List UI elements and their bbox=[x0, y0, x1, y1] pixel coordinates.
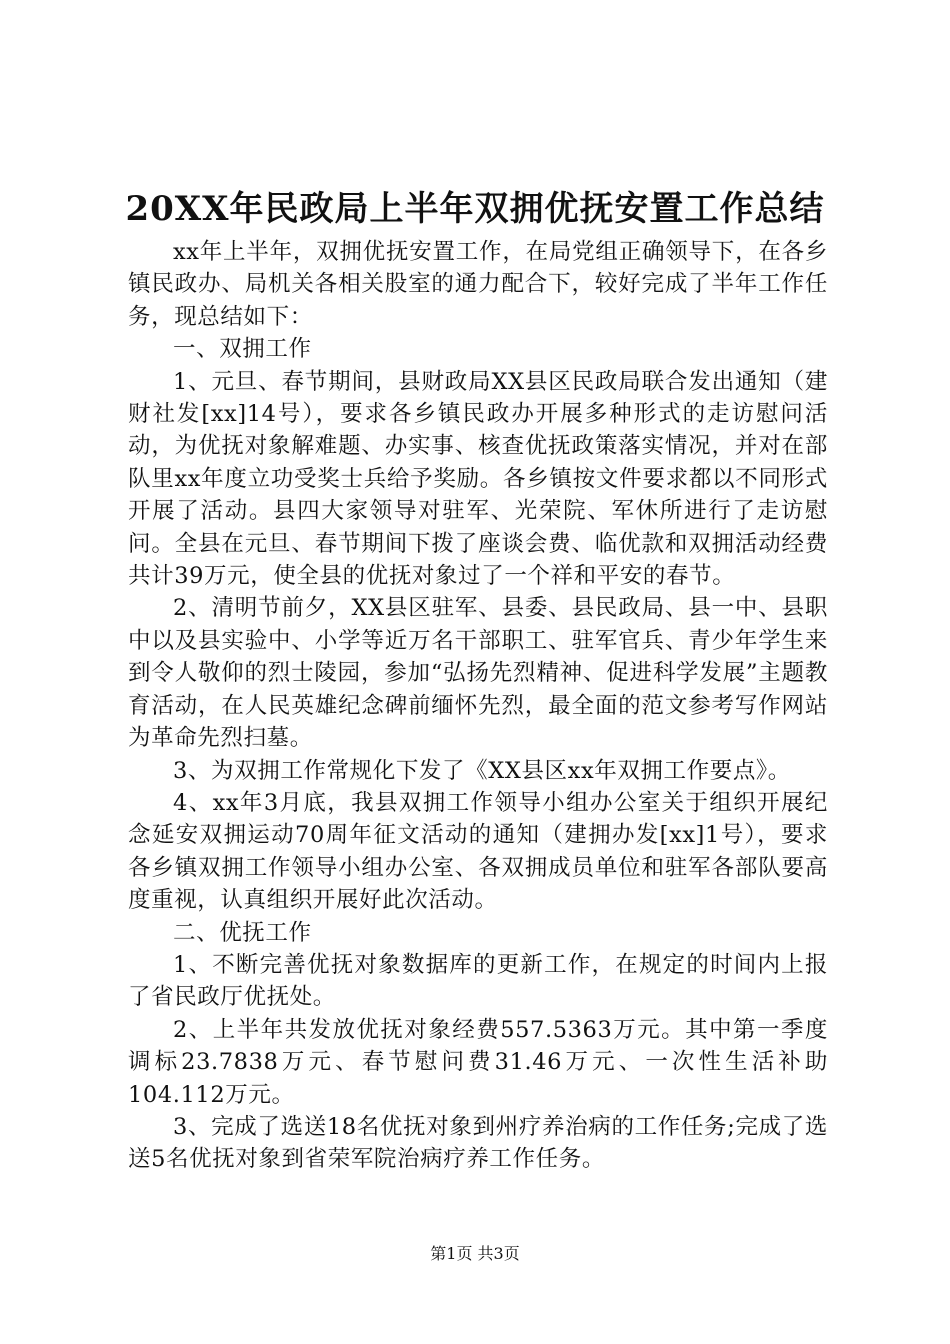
paragraph-2-1: 1、不断完善优抚对象数据库的更新工作，在规定的时间内上报了省民政厅优抚处。 bbox=[128, 951, 828, 1011]
paragraph-1-1: 1、元旦、春节期间，县财政局XX县区民政局联合发出通知（建财社发[xx]14号），要求各乡镇民政办开展多种形式的走访慰问活动，为优抚对象解难题、办实事、核查优抚政策落实情况，并对在部队里xx年度立功受奖士兵给予奖励。各乡镇按文件要求都以不同形式开展了活动。县四大家领导对驻军、光荣院、军休所进行了走访慰问。全县在元旦、春节期间下拨了座谈会费、临优款和双拥活动经费共计39万元，使全县的优抚对象过了一个祥和平安的春节。 bbox=[128, 368, 828, 590]
paragraph-2-2: 2、上半年共发放优抚对象经费557.5363万元。其中第一季度调标23.7838万元、春节慰问费31.46万元、一次性生活补助104.112万元。 bbox=[128, 1016, 828, 1108]
document-title: 20XX年民政局上半年双拥优抚安置工作总结 bbox=[125, 189, 825, 229]
intro-paragraph: xx年上半年，双拥优抚安置工作，在局党组正确领导下，在各乡镇民政办、局机关各相关股室的通力配合下，较好完成了半年工作任务，现总结如下： bbox=[128, 239, 828, 330]
section-heading-2: 二、优抚工作 bbox=[173, 919, 312, 946]
section-heading-1: 一、双拥工作 bbox=[173, 336, 312, 363]
paragraph-2-3: 3、完成了选送18名优抚对象到州疗养治病的工作任务;完成了选送5名优抚对象到省荣军院治病疗养工作任务。 bbox=[128, 1113, 828, 1173]
page-footer: 第1页 共3页 bbox=[430, 1244, 520, 1263]
paragraph-1-3: 3、为双拥工作常规化下发了《XX县区xx年双拥工作要点》。 bbox=[173, 757, 791, 784]
document-body bbox=[128, 236, 828, 1176]
paragraph-1-2: 2、清明节前夕，XX县区驻军、县委、县民政局、县一中、县职中以及县实验中、小学等近万名干部职工、驻军官兵、青少年学生来到令人敬仰的烈士陵园，参加“弘扬先烈精神、促进科学发展”主题教育活动，在人民英雄纪念碑前缅怀先烈，最全面的范文参考写作网站为革命先烈扫墓。 bbox=[128, 595, 828, 752]
paragraph-1-4: 4、xx年3月底，我县双拥工作领导小组办公室关于组织开展纪念延安双拥运动70周年征文活动的通知（建拥办发[xx]1号），要求各乡镇双拥工作领导小组办公室、各双拥成员单位和驻军各部队要高度重视，认真组织开展好此次活动。 bbox=[128, 789, 828, 914]
